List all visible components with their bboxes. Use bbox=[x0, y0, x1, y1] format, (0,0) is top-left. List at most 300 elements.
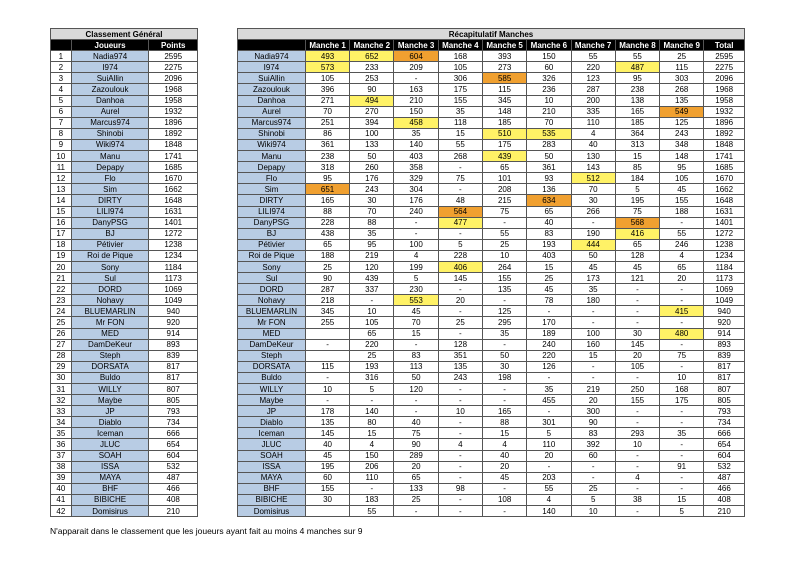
player-name-cell: Pétivier bbox=[71, 239, 149, 250]
round-score-cell: 209 bbox=[394, 62, 438, 73]
round-score-cell: 198 bbox=[483, 372, 527, 383]
player-name-cell: Manu bbox=[238, 151, 306, 162]
round-score-cell: - bbox=[615, 483, 659, 494]
player-name-cell: Manu bbox=[71, 151, 149, 162]
round-score-cell: - bbox=[615, 295, 659, 306]
round-score-cell: - bbox=[615, 406, 659, 417]
round-score-cell: 135 bbox=[660, 95, 704, 106]
round-score-cell: 219 bbox=[350, 250, 394, 261]
header-round-8: Manche 8 bbox=[615, 40, 659, 51]
round-score-cell: 60 bbox=[305, 472, 349, 483]
round-score-cell: - bbox=[660, 483, 704, 494]
table-row bbox=[238, 173, 745, 184]
rank-cell: 19 bbox=[51, 250, 72, 261]
header-points: Points bbox=[149, 40, 198, 51]
player-name-cell: Steph bbox=[238, 350, 306, 361]
round-score-cell: 444 bbox=[571, 239, 615, 250]
round-score-cell: 15 bbox=[483, 428, 527, 439]
round-score-cell: 40 bbox=[305, 439, 349, 450]
points-cell: 2096 bbox=[149, 73, 198, 84]
rank-cell: 24 bbox=[51, 306, 72, 317]
recap-header-row bbox=[238, 40, 745, 51]
points-cell: 1234 bbox=[149, 250, 198, 261]
table-row bbox=[238, 306, 745, 317]
round-score-cell: 20 bbox=[571, 395, 615, 406]
total-cell: 734 bbox=[704, 417, 745, 428]
table-row bbox=[51, 95, 198, 106]
points-cell: 1173 bbox=[149, 273, 198, 284]
table-row bbox=[238, 361, 745, 372]
table-row bbox=[51, 128, 198, 139]
points-cell: 532 bbox=[149, 461, 198, 472]
round-score-cell: - bbox=[615, 284, 659, 295]
rounds-recap-table bbox=[237, 28, 745, 517]
round-score-cell: 98 bbox=[438, 483, 482, 494]
table-row bbox=[51, 73, 198, 84]
footnote: N'apparait dans le classement que les joueurs ayant fait au moins 4 manches sur 9 bbox=[50, 526, 363, 536]
round-score-cell: 4 bbox=[615, 472, 659, 483]
round-score-cell: - bbox=[438, 228, 482, 239]
round-score-cell: - bbox=[660, 217, 704, 228]
round-score-cell: 289 bbox=[394, 450, 438, 461]
round-score-cell: 105 bbox=[438, 62, 482, 73]
points-cell: 1968 bbox=[149, 84, 198, 95]
points-cell: 817 bbox=[149, 372, 198, 383]
round-score-cell: - bbox=[438, 450, 482, 461]
round-score-cell: 4 bbox=[394, 250, 438, 261]
rank-cell: 14 bbox=[51, 195, 72, 206]
player-name-cell: BHF bbox=[238, 483, 306, 494]
rank-cell: 41 bbox=[51, 494, 72, 505]
round-score-cell: 65 bbox=[483, 162, 527, 173]
table-row bbox=[51, 62, 198, 73]
round-score-cell: - bbox=[571, 306, 615, 317]
header-round-5: Manche 5 bbox=[483, 40, 527, 51]
round-score-cell: 318 bbox=[305, 162, 349, 173]
table-row bbox=[51, 273, 198, 284]
round-score-cell: 535 bbox=[527, 128, 571, 139]
round-score-cell: 70 bbox=[394, 317, 438, 328]
round-score-cell: 105 bbox=[615, 361, 659, 372]
round-score-cell: 165 bbox=[305, 195, 349, 206]
round-score-cell: 86 bbox=[305, 128, 349, 139]
round-score-cell: 155 bbox=[438, 95, 482, 106]
round-score-cell: 20 bbox=[438, 295, 482, 306]
round-score-cell: 115 bbox=[305, 361, 349, 372]
player-name-cell: Steph bbox=[71, 350, 149, 361]
round-score-cell: - bbox=[660, 295, 704, 306]
table-row bbox=[51, 261, 198, 272]
round-score-cell: 50 bbox=[483, 350, 527, 361]
round-score-cell: 165 bbox=[615, 106, 659, 117]
round-score-cell: 193 bbox=[350, 361, 394, 372]
round-score-cell: 15 bbox=[527, 261, 571, 272]
round-score-cell: 15 bbox=[394, 328, 438, 339]
table-row bbox=[51, 450, 198, 461]
player-name-cell: DORSATA bbox=[238, 361, 306, 372]
round-score-cell: 195 bbox=[615, 195, 659, 206]
general-header-row bbox=[51, 40, 198, 51]
round-score-cell: - bbox=[438, 461, 482, 472]
round-score-cell: 75 bbox=[483, 206, 527, 217]
round-score-cell: - bbox=[438, 306, 482, 317]
round-score-cell: 301 bbox=[527, 417, 571, 428]
round-score-cell: 240 bbox=[527, 339, 571, 350]
table-row bbox=[238, 472, 745, 483]
round-score-cell: 230 bbox=[394, 284, 438, 295]
round-score-cell: 329 bbox=[394, 173, 438, 184]
player-name-cell: I974 bbox=[71, 62, 149, 73]
table-row bbox=[238, 494, 745, 505]
table-row bbox=[238, 261, 745, 272]
points-cell: 1896 bbox=[149, 117, 198, 128]
round-score-cell: 45 bbox=[483, 472, 527, 483]
round-score-cell: 260 bbox=[350, 162, 394, 173]
round-score-cell: - bbox=[350, 395, 394, 406]
table-row bbox=[51, 151, 198, 162]
table-row bbox=[238, 62, 745, 73]
round-score-cell: 175 bbox=[438, 84, 482, 95]
round-score-cell: 300 bbox=[571, 406, 615, 417]
table-row bbox=[238, 184, 745, 195]
round-score-cell: - bbox=[394, 406, 438, 417]
table-row bbox=[51, 228, 198, 239]
rank-cell: 13 bbox=[51, 184, 72, 195]
table-row bbox=[51, 472, 198, 483]
round-score-cell: 60 bbox=[571, 450, 615, 461]
round-score-cell: 70 bbox=[305, 106, 349, 117]
header-players: Joueurs bbox=[71, 40, 149, 51]
round-score-cell: 50 bbox=[527, 151, 571, 162]
round-score-cell: 170 bbox=[527, 317, 571, 328]
points-cell: 654 bbox=[149, 439, 198, 450]
round-score-cell: 140 bbox=[350, 406, 394, 417]
rank-cell: 23 bbox=[51, 295, 72, 306]
round-score-cell: 133 bbox=[350, 139, 394, 150]
round-score-cell: 25 bbox=[394, 494, 438, 505]
round-score-cell: 40 bbox=[527, 217, 571, 228]
player-name-cell: Sul bbox=[71, 273, 149, 284]
round-score-cell: 95 bbox=[305, 173, 349, 184]
header-rank bbox=[51, 40, 72, 51]
player-name-cell: Pétivier bbox=[238, 239, 306, 250]
player-name-cell: Depapy bbox=[71, 162, 149, 173]
round-score-cell: 215 bbox=[483, 195, 527, 206]
table-row bbox=[238, 217, 745, 228]
round-score-cell: 208 bbox=[483, 184, 527, 195]
round-score-cell: - bbox=[438, 184, 482, 195]
rank-cell: 16 bbox=[51, 217, 72, 228]
round-score-cell: 4 bbox=[438, 439, 482, 450]
round-score-cell: 573 bbox=[305, 62, 349, 73]
table-row bbox=[238, 417, 745, 428]
table-row bbox=[238, 273, 745, 284]
rank-cell: 18 bbox=[51, 239, 72, 250]
rank-cell: 42 bbox=[51, 506, 72, 517]
round-score-cell: 55 bbox=[660, 228, 704, 239]
round-score-cell: 45 bbox=[394, 306, 438, 317]
round-score-cell: 88 bbox=[350, 217, 394, 228]
round-score-cell: - bbox=[615, 461, 659, 472]
round-score-cell: - bbox=[394, 339, 438, 350]
rank-cell: 8 bbox=[51, 128, 72, 139]
player-name-cell: Iceman bbox=[71, 428, 149, 439]
total-cell: 1272 bbox=[704, 228, 745, 239]
player-name-cell: WILLY bbox=[71, 384, 149, 395]
round-score-cell: 25 bbox=[483, 239, 527, 250]
table-row bbox=[238, 151, 745, 162]
round-score-cell: 303 bbox=[660, 73, 704, 84]
round-score-cell: - bbox=[615, 317, 659, 328]
points-cell: 210 bbox=[149, 506, 198, 517]
player-name-cell: Depapy bbox=[238, 162, 306, 173]
round-score-cell: - bbox=[615, 417, 659, 428]
round-score-cell: 45 bbox=[571, 261, 615, 272]
round-score-cell: - bbox=[305, 339, 349, 350]
round-score-cell: - bbox=[660, 450, 704, 461]
round-score-cell: 105 bbox=[660, 173, 704, 184]
player-name-cell: JP bbox=[238, 406, 306, 417]
round-score-cell: 220 bbox=[527, 350, 571, 361]
round-score-cell: 403 bbox=[394, 151, 438, 162]
round-score-cell: 65 bbox=[527, 206, 571, 217]
round-score-cell: 206 bbox=[350, 461, 394, 472]
player-name-cell: Diablo bbox=[71, 417, 149, 428]
rank-cell: 26 bbox=[51, 328, 72, 339]
round-score-cell: 126 bbox=[527, 361, 571, 372]
rank-cell: 22 bbox=[51, 284, 72, 295]
total-cell: 1401 bbox=[704, 217, 745, 228]
round-score-cell: - bbox=[615, 450, 659, 461]
table-row bbox=[51, 317, 198, 328]
round-score-cell: 148 bbox=[483, 106, 527, 117]
round-score-cell: 145 bbox=[438, 273, 482, 284]
round-score-cell: 361 bbox=[305, 139, 349, 150]
round-score-cell: - bbox=[438, 428, 482, 439]
round-score-cell: 403 bbox=[527, 250, 571, 261]
round-score-cell: - bbox=[483, 384, 527, 395]
rank-cell: 34 bbox=[51, 417, 72, 428]
table-row bbox=[51, 295, 198, 306]
player-name-cell: Marcus974 bbox=[238, 117, 306, 128]
table-row bbox=[238, 406, 745, 417]
player-name-cell: Sim bbox=[71, 184, 149, 195]
table-row bbox=[238, 73, 745, 84]
points-cell: 1670 bbox=[149, 173, 198, 184]
header-round-4: Manche 4 bbox=[438, 40, 482, 51]
round-score-cell: 90 bbox=[394, 439, 438, 450]
round-score-cell: 163 bbox=[394, 84, 438, 95]
points-cell: 893 bbox=[149, 339, 198, 350]
general-ranking-table bbox=[50, 28, 198, 517]
table-row bbox=[238, 162, 745, 173]
round-score-cell: 145 bbox=[305, 428, 349, 439]
table-row bbox=[51, 439, 198, 450]
round-score-cell: 193 bbox=[527, 239, 571, 250]
round-score-cell: 25 bbox=[350, 350, 394, 361]
round-score-cell: 123 bbox=[571, 73, 615, 84]
player-name-cell: Marcus974 bbox=[71, 117, 149, 128]
table-row bbox=[238, 95, 745, 106]
round-score-cell: 200 bbox=[571, 95, 615, 106]
points-cell: 408 bbox=[149, 494, 198, 505]
table-row bbox=[51, 206, 198, 217]
round-score-cell: 55 bbox=[438, 139, 482, 150]
round-score-cell: 176 bbox=[350, 173, 394, 184]
round-score-cell: - bbox=[660, 417, 704, 428]
round-score-cell: 439 bbox=[483, 151, 527, 162]
round-score-cell: 238 bbox=[305, 151, 349, 162]
round-score-cell: 10 bbox=[615, 439, 659, 450]
round-score-cell: 243 bbox=[350, 184, 394, 195]
round-score-cell: 210 bbox=[527, 106, 571, 117]
round-score-cell: 228 bbox=[438, 250, 482, 261]
round-score-cell: 268 bbox=[438, 151, 482, 162]
total-cell: 408 bbox=[704, 494, 745, 505]
round-score-cell: 438 bbox=[305, 228, 349, 239]
round-score-cell: 35 bbox=[350, 228, 394, 239]
player-name-cell: DanyPSG bbox=[238, 217, 306, 228]
round-score-cell: 83 bbox=[571, 428, 615, 439]
round-score-cell: 4 bbox=[527, 494, 571, 505]
round-score-cell: 168 bbox=[438, 51, 482, 62]
table-row bbox=[51, 250, 198, 261]
round-score-cell: 55 bbox=[527, 483, 571, 494]
round-score-cell: 40 bbox=[483, 450, 527, 461]
round-score-cell: 120 bbox=[350, 261, 394, 272]
round-score-cell: 185 bbox=[615, 117, 659, 128]
round-score-cell: 10 bbox=[350, 306, 394, 317]
player-name-cell: BIBICHE bbox=[238, 494, 306, 505]
round-score-cell: 458 bbox=[394, 117, 438, 128]
rank-cell: 29 bbox=[51, 361, 72, 372]
player-name-cell: Flo bbox=[238, 173, 306, 184]
points-cell: 805 bbox=[149, 395, 198, 406]
round-score-cell: 155 bbox=[660, 195, 704, 206]
rounds-recap-title: Récapitulatif Manches bbox=[238, 29, 745, 40]
round-score-cell: 455 bbox=[527, 395, 571, 406]
player-name-cell: Mr FON bbox=[238, 317, 306, 328]
round-score-cell: 155 bbox=[483, 273, 527, 284]
round-score-cell: - bbox=[571, 372, 615, 383]
table-row bbox=[238, 339, 745, 350]
player-name-cell: Mr FON bbox=[71, 317, 149, 328]
round-score-cell: 4 bbox=[660, 250, 704, 261]
total-cell: 1049 bbox=[704, 295, 745, 306]
table-row bbox=[238, 428, 745, 439]
round-score-cell: 91 bbox=[660, 461, 704, 472]
header-round-7: Manche 7 bbox=[571, 40, 615, 51]
round-score-cell: - bbox=[483, 295, 527, 306]
round-score-cell: - bbox=[350, 295, 394, 306]
round-score-cell: 295 bbox=[483, 317, 527, 328]
table-row bbox=[51, 139, 198, 150]
points-cell: 1848 bbox=[149, 139, 198, 150]
round-score-cell: 512 bbox=[571, 173, 615, 184]
round-score-cell: 165 bbox=[483, 406, 527, 417]
round-score-cell: 95 bbox=[660, 162, 704, 173]
points-cell: 914 bbox=[149, 328, 198, 339]
total-cell: 793 bbox=[704, 406, 745, 417]
round-score-cell: 120 bbox=[394, 384, 438, 395]
table-row bbox=[51, 384, 198, 395]
round-score-cell: 133 bbox=[394, 483, 438, 494]
player-name-cell: LILI974 bbox=[238, 206, 306, 217]
round-score-cell: 351 bbox=[438, 350, 482, 361]
round-score-cell: - bbox=[660, 439, 704, 450]
round-score-cell: 5 bbox=[394, 273, 438, 284]
table-row bbox=[238, 84, 745, 95]
round-score-cell: - bbox=[394, 395, 438, 406]
table-row bbox=[51, 184, 198, 195]
round-score-cell: - bbox=[660, 361, 704, 372]
round-score-cell: 136 bbox=[527, 184, 571, 195]
table-row bbox=[51, 483, 198, 494]
points-cell: 839 bbox=[149, 350, 198, 361]
table-row bbox=[51, 173, 198, 184]
round-score-cell: 250 bbox=[615, 384, 659, 395]
rank-cell: 9 bbox=[51, 139, 72, 150]
round-score-cell: 25 bbox=[660, 51, 704, 62]
round-score-cell: 30 bbox=[571, 195, 615, 206]
round-score-cell: 493 bbox=[305, 51, 349, 62]
player-name-cell: ISSA bbox=[238, 461, 306, 472]
table-row bbox=[51, 306, 198, 317]
table-row bbox=[238, 206, 745, 217]
table-row bbox=[238, 317, 745, 328]
table-row bbox=[51, 84, 198, 95]
round-score-cell: 480 bbox=[660, 328, 704, 339]
round-score-cell: 287 bbox=[305, 284, 349, 295]
round-score-cell: 155 bbox=[615, 395, 659, 406]
round-score-cell: 65 bbox=[660, 261, 704, 272]
round-score-cell: 487 bbox=[615, 62, 659, 73]
rank-cell: 12 bbox=[51, 173, 72, 184]
player-name-cell: BJ bbox=[238, 228, 306, 239]
round-score-cell: 246 bbox=[660, 239, 704, 250]
round-score-cell: 15 bbox=[660, 494, 704, 505]
total-cell: 805 bbox=[704, 395, 745, 406]
round-score-cell: 5 bbox=[350, 384, 394, 395]
round-score-cell: - bbox=[305, 395, 349, 406]
round-score-cell: - bbox=[571, 317, 615, 328]
points-cell: 920 bbox=[149, 317, 198, 328]
round-score-cell: 271 bbox=[305, 95, 349, 106]
player-name-cell: MED bbox=[238, 328, 306, 339]
round-score-cell bbox=[305, 328, 349, 339]
round-score-cell: - bbox=[438, 395, 482, 406]
player-name-cell: WILLY bbox=[238, 384, 306, 395]
points-cell: 1272 bbox=[149, 228, 198, 239]
round-score-cell: 175 bbox=[483, 139, 527, 150]
table-row bbox=[238, 139, 745, 150]
round-score-cell: - bbox=[483, 339, 527, 350]
table-row bbox=[238, 106, 745, 117]
player-name-cell: BLUEMARLIN bbox=[71, 306, 149, 317]
round-score-cell: 219 bbox=[571, 384, 615, 395]
rank-cell: 30 bbox=[51, 372, 72, 383]
round-score-cell: - bbox=[438, 472, 482, 483]
round-score-cell: 190 bbox=[571, 228, 615, 239]
round-score-cell: 345 bbox=[305, 306, 349, 317]
round-score-cell: - bbox=[438, 284, 482, 295]
points-cell: 1238 bbox=[149, 239, 198, 250]
round-score-cell bbox=[305, 506, 349, 517]
round-score-cell: 10 bbox=[527, 95, 571, 106]
total-cell: 1892 bbox=[704, 128, 745, 139]
round-score-cell: 128 bbox=[615, 250, 659, 261]
points-cell: 1049 bbox=[149, 295, 198, 306]
